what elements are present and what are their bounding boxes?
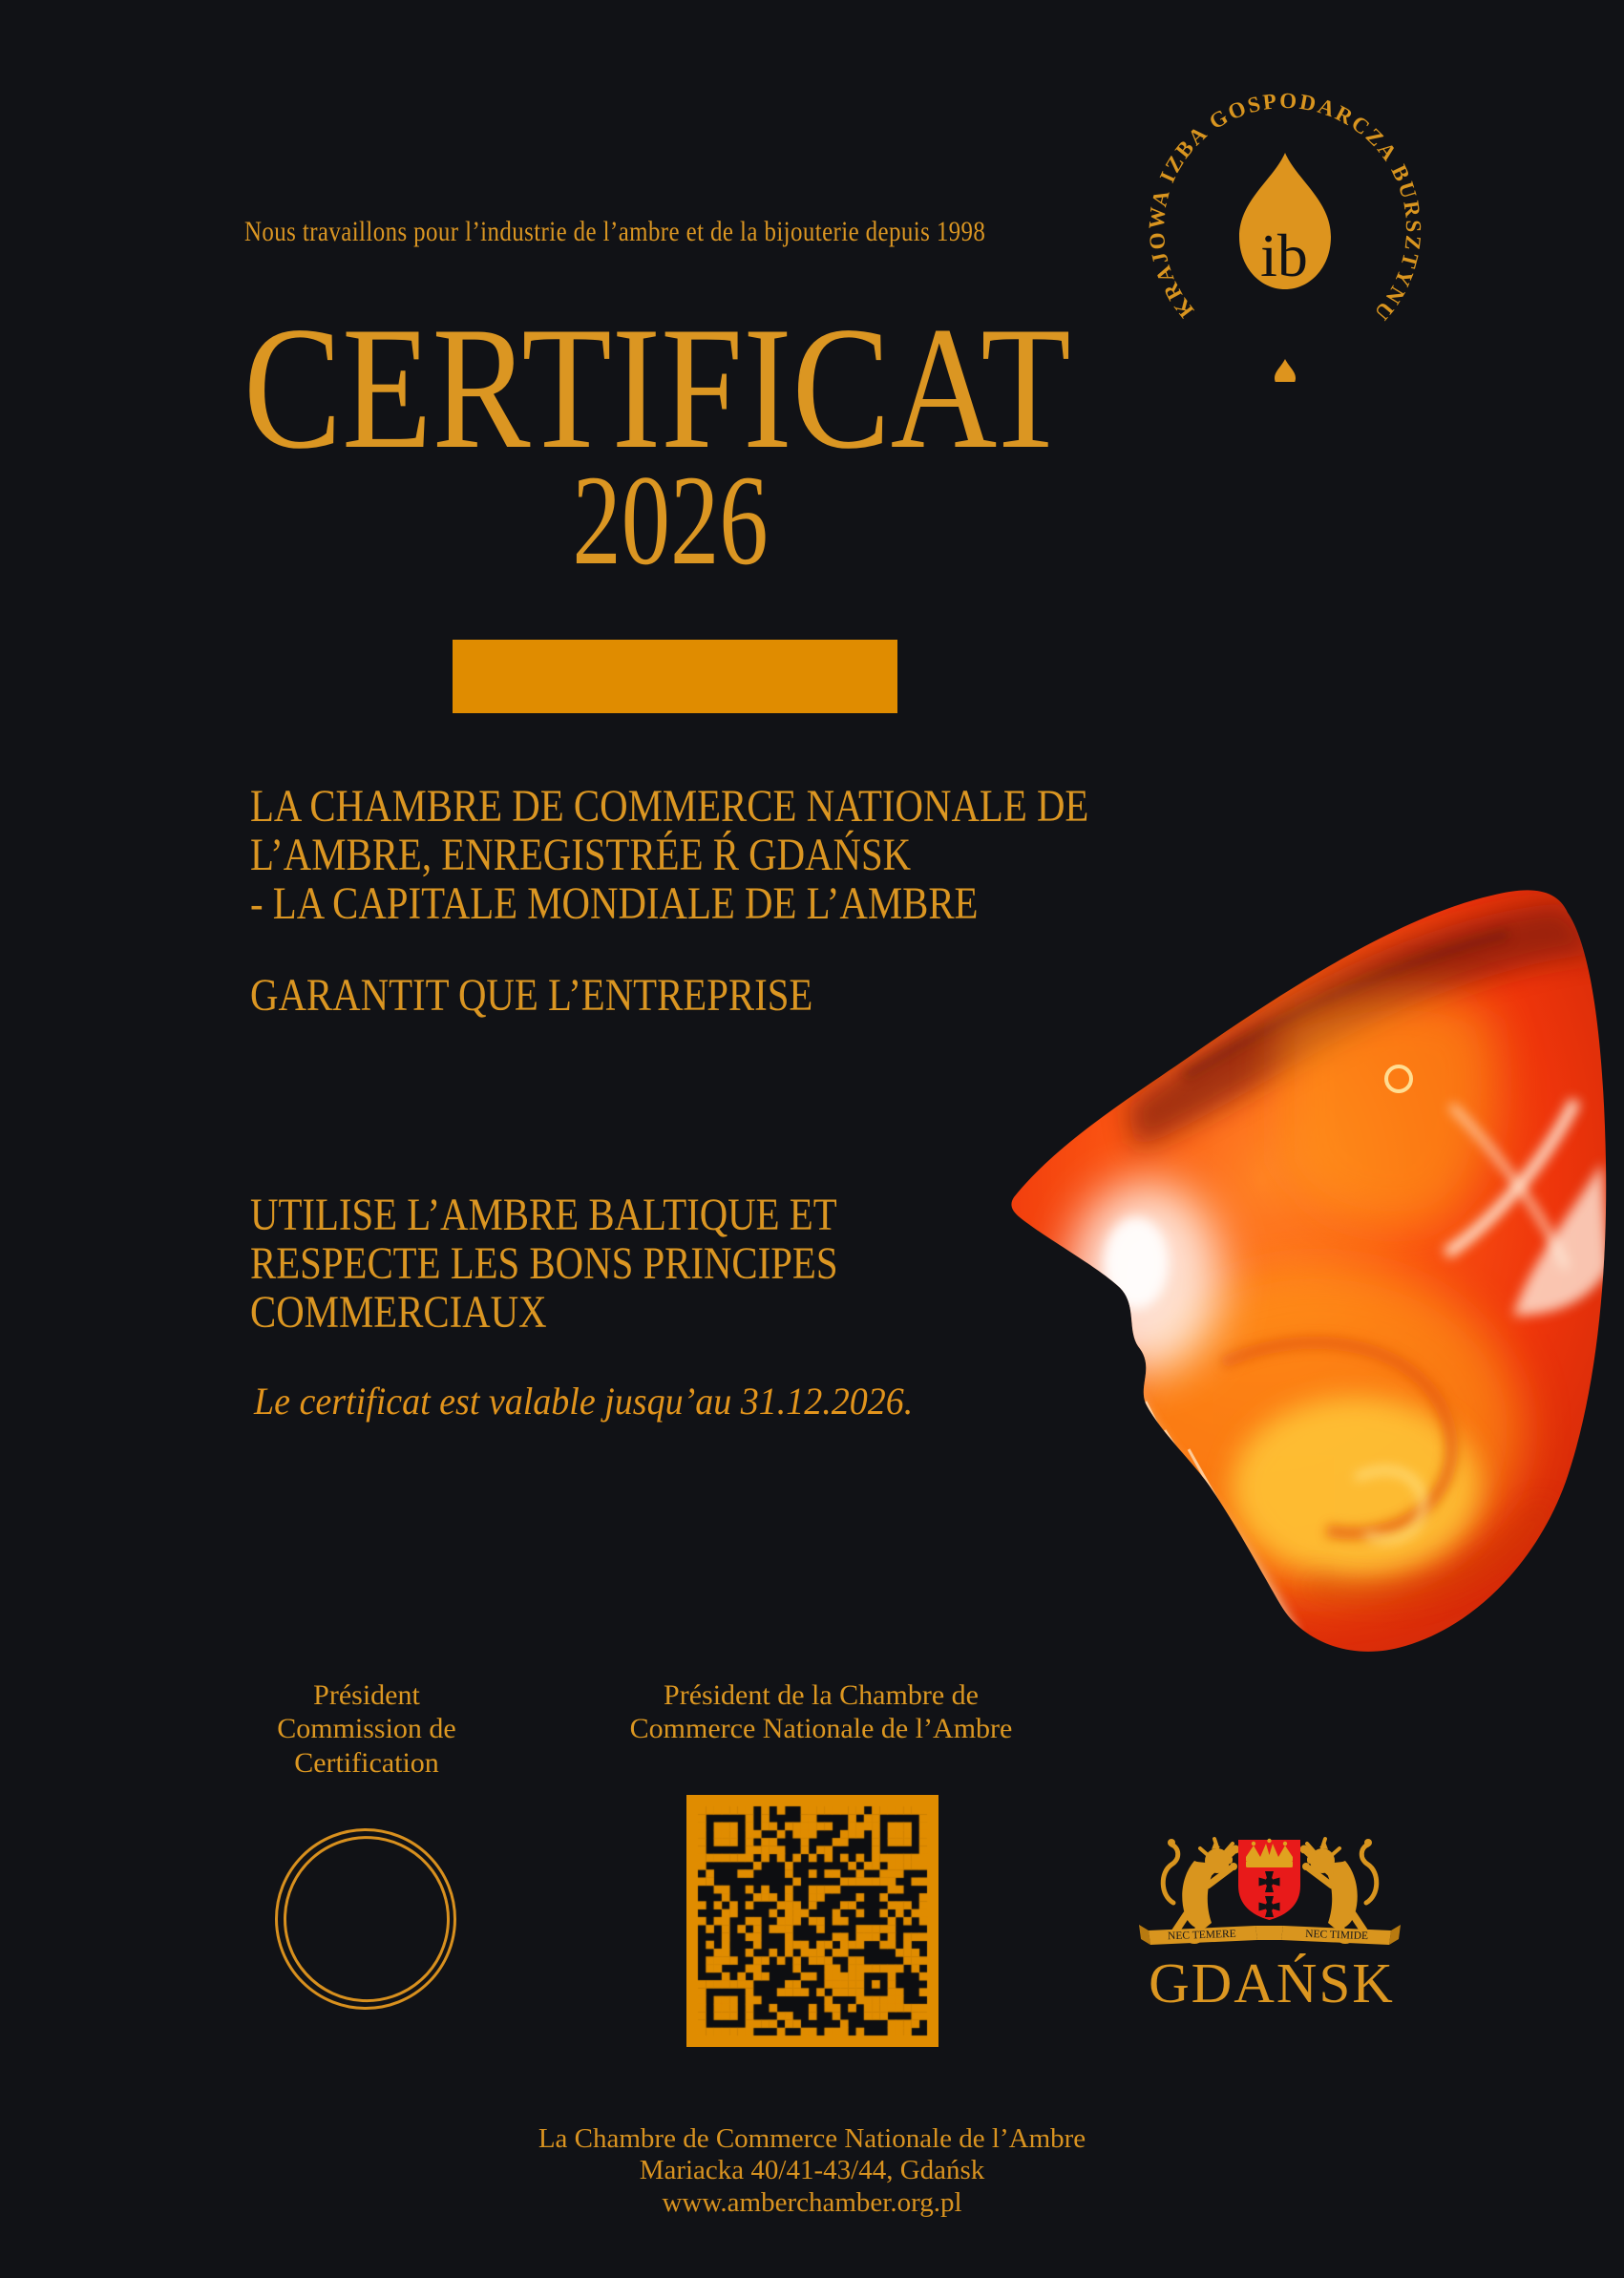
- certificate-year: [243, 450, 1096, 592]
- tagline: [244, 216, 1137, 248]
- gdansk-emblem: [1131, 1819, 1408, 2010]
- certificate-title-text: CERTIFICAT: [243, 290, 1071, 485]
- statement-line: RESPECTE LES BONS PRINCIPES: [250, 1237, 838, 1289]
- signature-right-line: Commerce Nationale de l’Ambre: [629, 1713, 1013, 1745]
- signature-left-line: Commission de Certification: [277, 1713, 456, 1779]
- signature-right-line: Président de la Chambre de: [664, 1679, 979, 1711]
- chamber-logo: [1132, 76, 1438, 382]
- validity-note: [254, 1379, 948, 1424]
- certified-statement: [250, 1192, 941, 1338]
- gdansk-shield-icon: [1238, 1839, 1300, 1920]
- signature-right-title: [616, 1678, 1026, 1746]
- footer-line: Mariacka 40/41-43/44, Gdańsk: [639, 2155, 985, 2186]
- signature-left-line: Président: [313, 1679, 420, 1711]
- issuer-line: L’AMBRE, ENREGISTRÉE Ŕ GDAŃSK: [250, 829, 912, 880]
- company-name-band: [453, 640, 897, 713]
- issuer-line: - LA CAPITALE MONDIALE DE L’AMBRE: [250, 877, 979, 929]
- stamp-circle: [275, 1828, 456, 2010]
- amber-stone-image: [993, 819, 1612, 1667]
- small-drop-icon: [1275, 359, 1296, 382]
- statement-line: COMMERCIAUX: [250, 1286, 547, 1338]
- signature-left-title: [204, 1678, 529, 1780]
- certificate-year-text: 2026: [571, 450, 769, 592]
- footer-line: La Chambre de Commerce Nationale de l’Ambre: [538, 2123, 1086, 2154]
- qr-code: [686, 1795, 939, 2047]
- statement-line: UTILISE L’AMBRE BALTIQUE ET: [250, 1190, 837, 1240]
- issuer-line: LA CHAMBRE DE COMMERCE NATIONALE DE: [250, 781, 1089, 832]
- footer: [0, 2123, 1624, 2219]
- logo-ring-text: KRAJOWA IZBA GOSPODARCZA BURSZTYNU: [1144, 88, 1426, 327]
- footer-line: www.amberchamber.org.pl: [662, 2186, 962, 2218]
- logo-monogram: ib: [1260, 221, 1308, 289]
- motto-left: NEC TEMERE: [1167, 1928, 1236, 1943]
- validity-note-text: Le certificat est valable jusqu’au 31.12.2026.: [254, 1380, 914, 1423]
- gdansk-wordmark: GDAŃSK: [1149, 1951, 1395, 2010]
- guarantee-line: GARANTIT QUE L’ENTREPRISE: [250, 970, 813, 1021]
- motto-right: NEC TIMIDE: [1304, 1928, 1369, 1943]
- tagline-text: Nous travaillons pour l’industrie de l’ambre et de la bijouterie depuis 1998: [244, 216, 986, 247]
- guarantee-statement: [250, 972, 912, 1021]
